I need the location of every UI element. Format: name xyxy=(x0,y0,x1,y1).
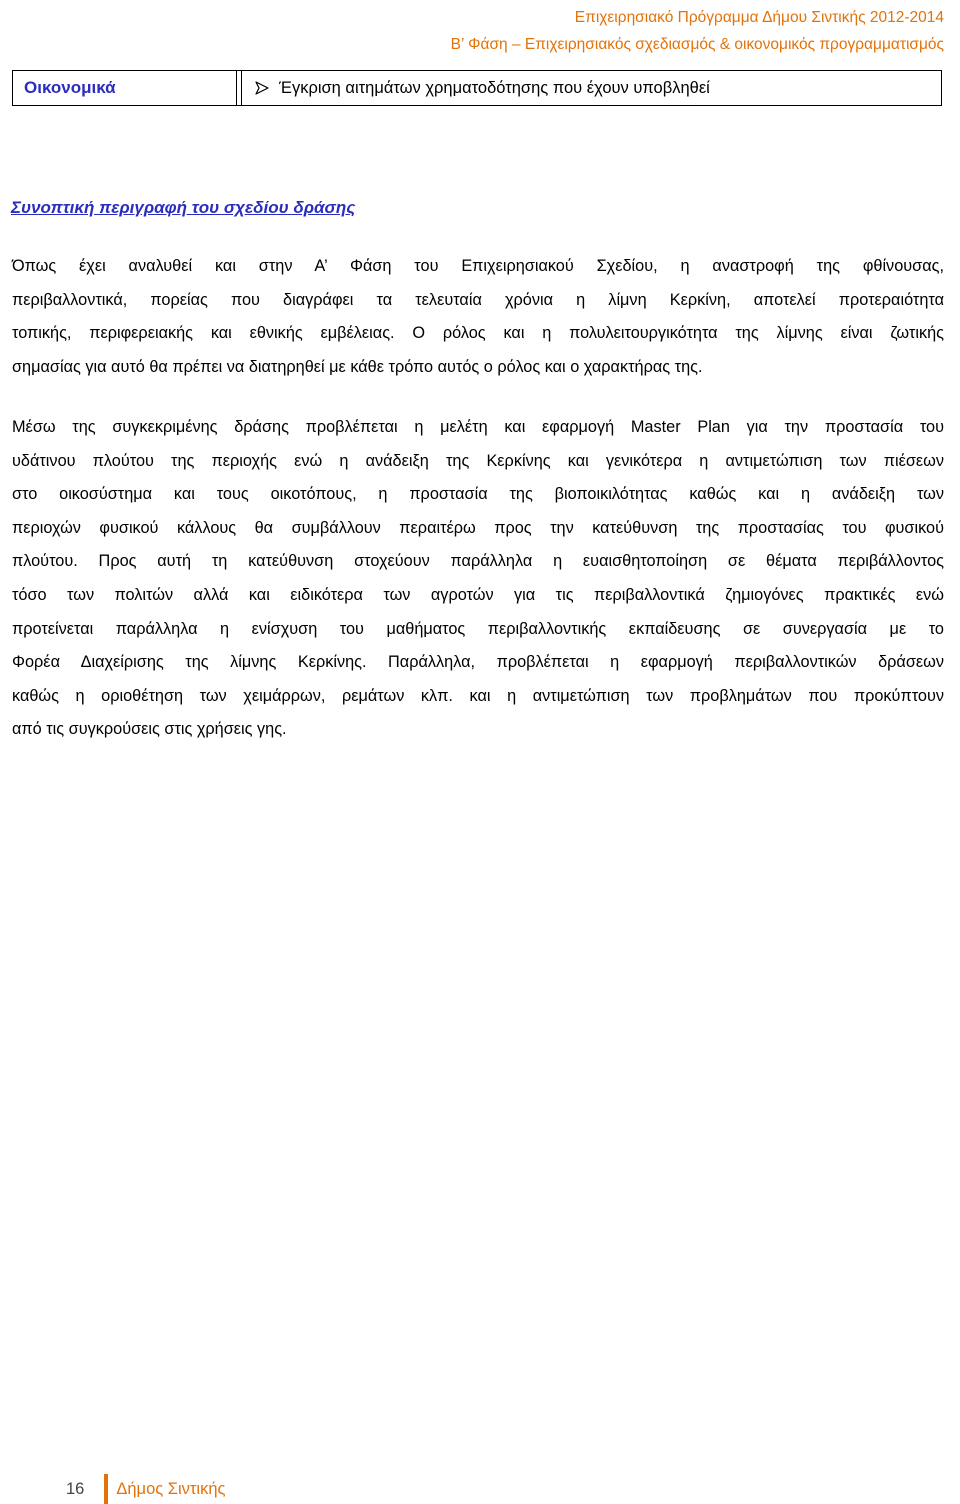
paragraph-action-description xyxy=(12,411,944,747)
page-number: 16 xyxy=(66,1480,85,1498)
table-item-text: Έγκριση αιτημάτων χρηματοδότησης που έχουν υποβληθεί xyxy=(279,78,710,97)
paragraph-line: Φορέα Διαχείρισης της λίμνης Κερκίνης. Παράλληλα, προβλέπεται η εφαρμογή περιβαλλοντικών δράσεων xyxy=(12,653,944,672)
page-footer xyxy=(66,1474,225,1504)
page-header xyxy=(451,4,944,58)
footer-divider xyxy=(104,1474,108,1504)
info-table xyxy=(12,70,942,106)
paragraph-line: υδάτινου πλούτου της περιοχής ενώ η ανάδειξη της Κερκίνης και γενικότερα η αντιμετώπιση των πιέσεων xyxy=(12,451,944,470)
paragraph-line: περιοχών φυσικού κάλλους θα συμβάλλουν περαιτέρω προς την κατεύθυνση της προστασίας του φυσικού xyxy=(12,518,944,537)
paragraph-line: περιβαλλοντικά, πορείας που διαγράφει τα τελευταία χρόνια η λίμνη Κερκίνη, αποτελεί προτεραιότητα xyxy=(12,290,944,309)
section-heading: Συνοπτική περιγραφή του σχεδίου δράσης xyxy=(11,198,356,217)
table-category-label: Οικονομικά xyxy=(24,78,116,97)
paragraph-line: στο οικοσύστημα και τους οικοτόπους, η προστασία της βιοποικιλότητας καθώς και η ανάδειξη των xyxy=(12,485,944,504)
table-category-cell xyxy=(13,71,237,105)
paragraph-line: καθώς η οριοθέτηση των χειμάρρων, ρεμάτων κλπ. και η αντιμετώπιση των προβλημάτων που προκύπτουν xyxy=(12,686,944,705)
footer-municipality: Δήμος Σιντικής xyxy=(116,1480,226,1498)
table-item-cell xyxy=(241,71,941,105)
header-phase-title: Β’ Φάση – Επιχειρησιακός σχεδιασμός & οικονομικός προγραμματισμός xyxy=(450,36,944,53)
paragraph-line: Όπως έχει αναλυθεί και στην Α’ Φάση του Επιχειρησιακού Σχεδίου, η αναστροφή της φθίνουσας, xyxy=(12,257,944,275)
paragraph-line: Μέσω της συγκεκριμένης δράσης προβλέπεται η μελέτη και εφαρμογή Master Plan για την προστασία του xyxy=(12,418,944,436)
paragraph-line: τοπικής, περιφερειακής και εθνικής εμβέλειας. Ο ρόλος και η πολυλειτουργικότητα της λίμνης είναι ζωτικής xyxy=(12,324,944,343)
paragraph-line: τόσο των πολιτών αλλά και ειδικότερα των αγροτών για τις περιβαλλοντικά ζημιογόνες πρακτικές ενώ xyxy=(12,585,944,604)
header-program-title: Επιχειρησιακό Πρόγραμμα Δήμου Σιντικής 2012-2014 xyxy=(574,9,944,26)
paragraph-line: από τις συγκρούσεις στις χρήσεις γης. xyxy=(12,720,287,739)
paragraph-line: σημασίας για αυτό θα πρέπει να διατηρηθεί με κάθε τρόπο αυτός ο ρόλος και ο χαρακτήρας της. xyxy=(12,357,703,376)
paragraph-line: πλούτου. Προς αυτή τη κατεύθυνση στοχεύουν παράλληλα η ευαισθητοποίηση σε θέματα περιβάλλοντος xyxy=(12,552,944,571)
paragraph-intro xyxy=(12,250,944,384)
paragraph-line: προτείνεται παράλληλα η ενίσχυση του μαθήματος περιβαλλοντικής εκπαίδευσης σε συνεργασία με το xyxy=(12,619,944,638)
arrow-bullet-icon xyxy=(255,81,269,95)
